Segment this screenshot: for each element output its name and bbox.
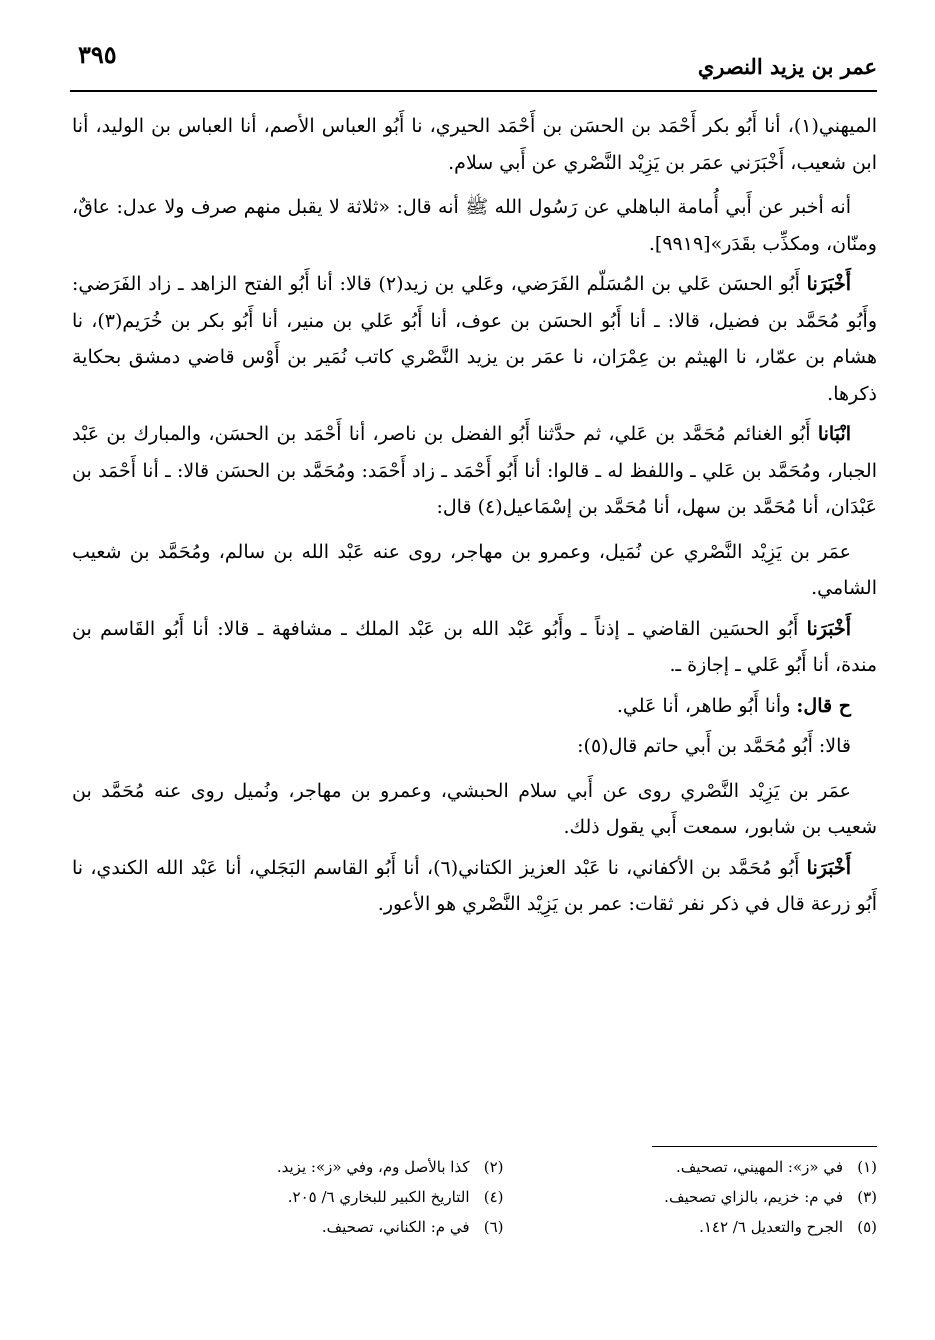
isnad-lead: أَخْبَرَنا bbox=[806, 617, 851, 640]
paragraph: عمَر بن يَزِيْد النَّصْري عن نُمَيل، وعمرو بن مهاجر، روى عنه عَبْد الله بن سالم، ومُحَمَّد بن شعيب الشامي. bbox=[72, 540, 877, 599]
paragraph: أَخْبَرَنا أَبُو الحسَين القاضي ـ إذناً ـ وأَبُو عَبْد الله بن عَبْد الملك ـ مشافهة ـ قالا: أنا أَبُو القَاسم بن مندة، أنا أَبُو عَلي ـ إجازة ـ. bbox=[72, 617, 877, 676]
footnote-rule bbox=[652, 1146, 877, 1147]
footnote-number: (١) bbox=[857, 1158, 877, 1176]
footnote-number: (٥) bbox=[857, 1218, 877, 1236]
isnad-lead: أَخْبَرَنا bbox=[806, 856, 851, 879]
isnad-lead: أَخْبَرَنا bbox=[806, 273, 851, 295]
footnote-text: كذا بالأصل وم، وفي «ز»: يزيد. bbox=[276, 1158, 470, 1176]
page-number: ٣٩٥ bbox=[78, 40, 117, 69]
footnote bbox=[544, 1212, 878, 1242]
footnote bbox=[170, 1212, 504, 1242]
paragraph: عمَر بن يَزِيْد النَّصْري روى عن أَبي سلام الحبشي، وعمرو بن مهاجر، ونُميل روى عنه مُحَمَّد بن شعيب بن شابور، سمعت أَبي يقول ذلك. bbox=[72, 779, 877, 838]
footnote-number: (٤) bbox=[483, 1188, 504, 1206]
footnote bbox=[170, 1152, 504, 1182]
isnad-lead: ح قال: bbox=[796, 694, 851, 717]
footnote-text: في م: خزيم، بالزاي تصحيف. bbox=[664, 1188, 843, 1206]
paragraph: قالا: أَبُو مُحَمَّد بن أَبي حاتم قال(٥): bbox=[577, 735, 851, 757]
footnote bbox=[170, 1182, 504, 1212]
paragraph: أَخْبَرَنا أَبُو مُحَمَّد بن الأكفاني، نا عَبْد العزيز الكتاني(٦)، أنا أَبُو القاسم البَجَلي، أنا عَبْد الله الكندي، نا أَبُو زرعة قال في ذكر نفر ثقات: عمر بن يَزِيْد النَّصْري هو الأعور. bbox=[72, 856, 877, 915]
footnote-text: التاريخ الكبير للبخاري ٦/ ٢٠٥. bbox=[287, 1188, 470, 1206]
page-header bbox=[70, 30, 877, 92]
header-rule bbox=[70, 90, 877, 92]
running-head: عمر بن يزيد النصري bbox=[697, 54, 877, 79]
paragraph: أَخْبَرَنا أَبُو الحسَن عَلي بن المُسَلّم الفَرَضي، وعَلي بن زيد(٢) قالا: أنا أَبُو الفتح الزاهد ـ زاد الفَرَضي: وأَبُو مُحَمَّد بن فضيل، قالا: ـ أنا أَبُو الحسَن بن عوف، أنا أَبُو عَلي بن منير، أنا أَبُو بكر بن خُرَيم(٣)، نا هشام بن عمّار، نا الهيثم بن عِمْرَان، نا عمَر بن يزيد النَّصْري كاتب نُمَير بن أَوْس قاضي دمشق بحكاية ذكرها. bbox=[72, 273, 877, 405]
isnad-lead: انْبَانا bbox=[817, 423, 851, 445]
footnote-number: (٢) bbox=[483, 1158, 504, 1176]
footnote bbox=[544, 1182, 878, 1212]
paragraph: أنه أخبر عن أَبي أُمامة الباهلي عن رَسُول الله ﷺ أنه قال: «ثلاثة لا يقبل منهم صرف ولا عدل: عاقٌ، ومنّان، ومكذِّب بقَدَر»[٩٩١٩]. bbox=[72, 196, 877, 255]
footnotes bbox=[170, 1152, 877, 1242]
footnote-number: (٦) bbox=[483, 1218, 504, 1236]
footnote bbox=[544, 1152, 878, 1182]
paragraph: انْبَانا أَبُو الغنائم مُحَمَّد بن عَلي، ثم حدَّثنا أَبُو الفضل بن ناصر، أنا أَحْمَد بن الحسَن، والمبارك بن عَبْد الجبار، ومُحَمَّد بن عَلي ـ واللفظ له ـ قالوا: أنا أَبُو أَحْمَد ـ زاد أَحْمَد: ومُحَمَّد بن الحسَن قالا: ـ أنا أَحْمَد بن عَبْدَان، أنا مُحَمَّد بن سهل، أنا مُحَمَّد بن إسْمَاعيل(٤) قال: bbox=[72, 423, 877, 518]
paragraph: الميهني(١)، أنا أَبُو بكر أَحْمَد بن الحسَن بن أَحْمَد الحيري، نا أَبُو العباس الأصم، أنا العباس بن الوليد، أنا ابن شعيب، أَخْبَرَني عمَر بن يَزِيْد النَّصْري عن أَبي سلام. bbox=[72, 115, 877, 174]
footnote-text: في م: الكناني، تصحيف. bbox=[321, 1218, 470, 1236]
paragraph: ح قال: وأنا أَبُو طاهر، أنا عَلي. bbox=[616, 694, 851, 717]
footnote-number: (٣) bbox=[857, 1188, 877, 1206]
body-text bbox=[72, 108, 877, 927]
footnote-text: الجرح والتعديل ٦/ ١٤٢. bbox=[699, 1218, 843, 1236]
footnote-text: في «ز»: المهيني، تصحيف. bbox=[675, 1158, 843, 1176]
